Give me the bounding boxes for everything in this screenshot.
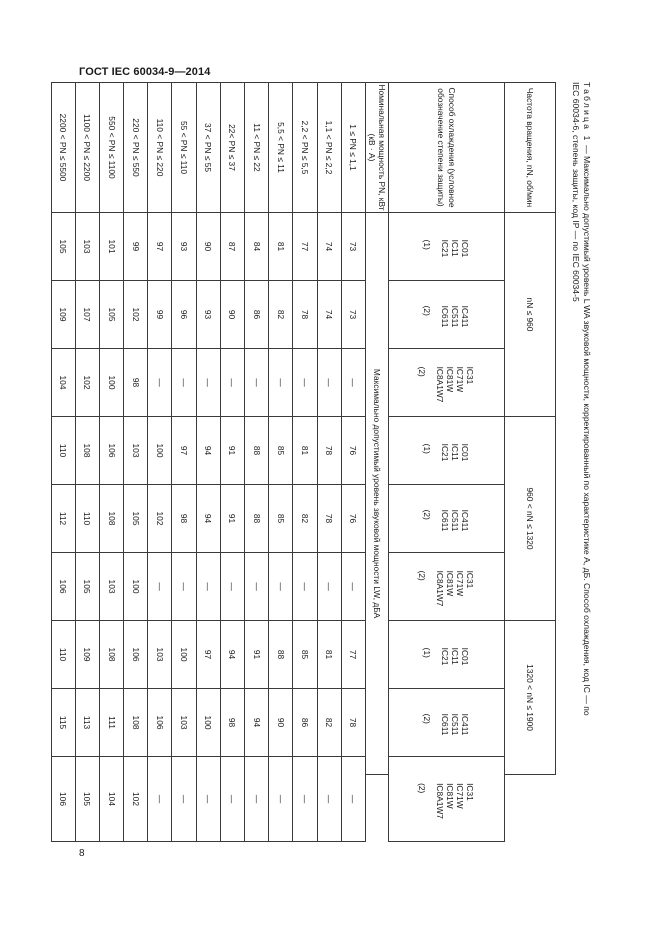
- noise-value: —: [269, 553, 293, 621]
- noise-value: 106: [51, 553, 75, 621]
- table-row: [245, 83, 269, 842]
- noise-value: 104: [99, 757, 123, 842]
- table-row: [172, 83, 196, 842]
- cooling-code: IC81W: [445, 570, 456, 597]
- noise-value: —: [172, 553, 196, 621]
- noise-value: 93: [196, 281, 220, 349]
- noise-value: —: [245, 553, 269, 621]
- cooling-header-cell: [389, 83, 505, 213]
- cooling-code: IC21: [440, 443, 451, 462]
- noise-value: 99: [148, 281, 172, 349]
- noise-value: —: [293, 349, 317, 417]
- power-header-cell: [366, 83, 389, 213]
- cooling-codes: [423, 506, 471, 532]
- noise-value: 100: [172, 621, 196, 689]
- cooling-code: IC71W: [455, 570, 466, 597]
- noise-value: 78: [341, 689, 365, 757]
- speed-group-1: nN ≤ 960: [505, 213, 556, 417]
- noise-value: 108: [99, 621, 123, 689]
- noise-value: 98: [124, 349, 148, 417]
- noise-value: 106: [51, 757, 75, 842]
- noise-value: 81: [317, 621, 341, 689]
- cooling-code: IC511: [450, 509, 461, 532]
- power-range: 5,5 < PN ≤ 11: [269, 83, 293, 213]
- noise-value: 96: [172, 281, 196, 349]
- cooling-codes: [418, 363, 476, 403]
- cooling-code: IC81W: [445, 783, 456, 809]
- noise-value: 105: [99, 281, 123, 349]
- cooling-code: IC11: [450, 647, 461, 665]
- cooling-code: IC8A1W7: [435, 783, 446, 819]
- cooling-cell: [389, 689, 505, 757]
- cooling-code: IC611: [440, 509, 451, 532]
- noise-value: 73: [341, 281, 365, 349]
- table-row: [269, 83, 293, 842]
- noise-value: 97: [148, 213, 172, 281]
- cooling-code: IC11: [450, 239, 461, 257]
- level-header: Максимально допустимый уровень звуковой мощности LW, дБА: [372, 368, 382, 619]
- noise-value: 102: [75, 349, 99, 417]
- noise-value: 103: [124, 417, 148, 485]
- noise-value: 78: [317, 485, 341, 553]
- table-row: [196, 83, 220, 842]
- noise-value: 91: [220, 485, 244, 553]
- noise-value: 74: [317, 213, 341, 281]
- cooling-code: IC511: [450, 305, 461, 328]
- noise-value: 85: [269, 417, 293, 485]
- cooling-note: (2): [422, 509, 433, 520]
- cooling-cell: [389, 621, 505, 689]
- noise-value: 97: [196, 621, 220, 689]
- noise-value: 76: [341, 417, 365, 485]
- cooling-note: (2): [422, 305, 433, 316]
- noise-value: —: [317, 349, 341, 417]
- noise-value: 104: [51, 349, 75, 417]
- noise-value: —: [341, 757, 365, 842]
- noise-value: 81: [269, 213, 293, 281]
- noise-value: 99: [124, 213, 148, 281]
- noise-value: 103: [148, 621, 172, 689]
- table-caption: [562, 82, 592, 842]
- level-header-cell: [366, 213, 389, 775]
- noise-level-table: [51, 82, 556, 842]
- power-range: 11 < PN ≤ 22: [245, 83, 269, 213]
- noise-value: 90: [269, 689, 293, 757]
- power-range: 110 < PN ≤ 220: [148, 83, 172, 213]
- cooling-codes: [423, 236, 471, 258]
- noise-value: 100: [148, 417, 172, 485]
- noise-value: —: [220, 349, 244, 417]
- noise-value: 102: [148, 485, 172, 553]
- noise-value: 113: [75, 689, 99, 757]
- table-row: [341, 83, 365, 842]
- noise-value: 108: [99, 485, 123, 553]
- cooling-note: (2): [417, 570, 428, 581]
- noise-value: 105: [51, 213, 75, 281]
- noise-value: —: [196, 757, 220, 842]
- cooling-code: IC31: [465, 366, 476, 385]
- noise-value: —: [148, 757, 172, 842]
- cooling-note: (1): [422, 239, 433, 250]
- noise-value: 88: [245, 417, 269, 485]
- noise-value: 105: [75, 757, 99, 842]
- cooling-codes: [418, 567, 476, 607]
- power-range: 22< PN ≤ 37: [220, 83, 244, 213]
- cooling-note: (1): [422, 647, 433, 658]
- cooling-code: IC01: [460, 443, 471, 462]
- cooling-code: IC01: [460, 647, 471, 666]
- noise-value: 94: [245, 689, 269, 757]
- power-range: 2200 < PN ≤ 5500: [51, 83, 75, 213]
- noise-value: —: [172, 757, 196, 842]
- table-row: [99, 83, 123, 842]
- cooling-cell: [389, 485, 505, 553]
- cooling-codes: [423, 440, 471, 462]
- rotated-table-block: [58, 82, 592, 842]
- noise-value: —: [341, 349, 365, 417]
- table-row: [75, 83, 99, 842]
- speed-header-cell: [505, 83, 556, 213]
- noise-value: 82: [317, 689, 341, 757]
- noise-value: 90: [196, 213, 220, 281]
- standard-title: ГОСТ IEC 60034-9—2014: [79, 66, 211, 78]
- noise-value: 109: [75, 621, 99, 689]
- table-row: [148, 83, 172, 842]
- noise-value: 110: [51, 621, 75, 689]
- noise-value: 82: [293, 485, 317, 553]
- power-range: 1 ≤ PN ≤ 1,1: [341, 83, 365, 213]
- noise-value: —: [245, 757, 269, 842]
- cooling-note: (1): [422, 443, 433, 454]
- noise-value: 88: [269, 621, 293, 689]
- power-header: Номинальная мощность PN, кВт (кВ · А): [367, 84, 387, 211]
- noise-value: 100: [99, 349, 123, 417]
- noise-value: 106: [99, 417, 123, 485]
- cooling-code: IC81W: [445, 366, 456, 393]
- noise-value: 85: [269, 485, 293, 553]
- speed-group-2: 960 < nN ≤ 1320: [505, 417, 556, 621]
- cooling-code: IC411: [460, 713, 471, 736]
- cooling-cell: [389, 417, 505, 485]
- cooling-code: IC21: [440, 647, 451, 666]
- noise-value: —: [196, 553, 220, 621]
- table-row: [220, 83, 244, 842]
- noise-value: 106: [148, 689, 172, 757]
- noise-value: 105: [124, 485, 148, 553]
- noise-value: 100: [124, 553, 148, 621]
- cooling-code: IC511: [450, 713, 461, 736]
- page-number: 8: [79, 848, 85, 859]
- cooling-code: IC71W: [455, 783, 466, 809]
- cooling-cell: [389, 281, 505, 349]
- noise-value: 102: [124, 757, 148, 842]
- power-range: 55 < PN ≤ 110: [172, 83, 196, 213]
- cooling-code: IC8A1W7: [435, 366, 446, 403]
- table-row: [293, 83, 317, 842]
- cooling-cell: [389, 553, 505, 621]
- cooling-code: IC411: [460, 509, 471, 532]
- power-range: 1100 < PN ≤ 2200: [75, 83, 99, 213]
- cooling-code: IC8A1W7: [435, 570, 446, 607]
- cooling-codes: [423, 302, 471, 328]
- cooling-code: IC11: [450, 443, 461, 461]
- noise-value: 103: [172, 689, 196, 757]
- power-range: 2,2 < PN ≤ 5,5: [293, 83, 317, 213]
- noise-value: 81: [293, 417, 317, 485]
- noise-value: 106: [124, 621, 148, 689]
- noise-value: 90: [220, 281, 244, 349]
- noise-value: 82: [269, 281, 293, 349]
- power-range: 37 < PN ≤ 55: [196, 83, 220, 213]
- caption-line2: IEC 60034-6, степень защиты, код IP — по IEC 60034-5: [571, 82, 582, 302]
- noise-value: 112: [51, 485, 75, 553]
- cooling-note: (2): [422, 713, 433, 724]
- noise-value: 110: [75, 485, 99, 553]
- noise-value: 77: [341, 621, 365, 689]
- cooling-codes: [423, 644, 471, 666]
- noise-value: —: [341, 553, 365, 621]
- noise-value: 88: [245, 485, 269, 553]
- noise-value: 94: [220, 621, 244, 689]
- noise-value: 101: [99, 213, 123, 281]
- cooling-cell: [389, 213, 505, 281]
- caption-label: Таблица 1: [582, 82, 592, 143]
- noise-value: —: [148, 553, 172, 621]
- noise-value: 93: [172, 213, 196, 281]
- noise-value: —: [172, 349, 196, 417]
- noise-value: 102: [124, 281, 148, 349]
- power-range: 220 < PN ≤ 550: [124, 83, 148, 213]
- cooling-code: IC611: [440, 713, 451, 736]
- cooling-cell: [389, 349, 505, 417]
- noise-value: 78: [293, 281, 317, 349]
- cooling-note: (2): [417, 366, 428, 377]
- noise-value: 98: [172, 485, 196, 553]
- speed-header: Частота вращения, nN, об/мин: [525, 87, 535, 208]
- cooling-code: IC71W: [455, 366, 466, 393]
- noise-value: 94: [196, 485, 220, 553]
- cooling-code: IC01: [460, 239, 471, 258]
- noise-value: 107: [75, 281, 99, 349]
- noise-value: 86: [245, 281, 269, 349]
- noise-value: 111: [99, 689, 123, 757]
- noise-value: 109: [51, 281, 75, 349]
- noise-value: 108: [124, 689, 148, 757]
- noise-value: 87: [220, 213, 244, 281]
- speed-group-3: 1320 < nN ≤ 1900: [505, 621, 556, 775]
- noise-value: 110: [51, 417, 75, 485]
- noise-value: 91: [220, 417, 244, 485]
- cooling-code: IC411: [460, 305, 471, 328]
- cooling-codes: [423, 710, 471, 736]
- noise-value: —: [245, 349, 269, 417]
- noise-value: 77: [293, 213, 317, 281]
- noise-value: —: [220, 553, 244, 621]
- table-row: [317, 83, 341, 842]
- noise-value: 103: [99, 553, 123, 621]
- noise-value: 105: [75, 553, 99, 621]
- noise-value: 86: [293, 689, 317, 757]
- cooling-cell: [389, 757, 505, 842]
- cooling-codes: [418, 779, 476, 819]
- noise-value: 97: [172, 417, 196, 485]
- cooling-code: IC611: [440, 305, 451, 328]
- power-range: 1,1 < PN ≤ 2,2: [317, 83, 341, 213]
- caption-line1: — Максимально допустимый уровень L WA звуковой мощности, корректированный по характеристике А, дБ. Способ охлаждения, код IC — по: [582, 145, 592, 716]
- table-row: [51, 83, 75, 842]
- noise-value: 100: [196, 689, 220, 757]
- noise-value: 98: [220, 689, 244, 757]
- noise-value: —: [196, 349, 220, 417]
- noise-value: 84: [245, 213, 269, 281]
- noise-value: 85: [293, 621, 317, 689]
- noise-value: 94: [196, 417, 220, 485]
- noise-value: —: [293, 553, 317, 621]
- noise-value: —: [269, 757, 293, 842]
- noise-value: —: [293, 757, 317, 842]
- noise-value: 115: [51, 689, 75, 757]
- noise-value: 103: [75, 213, 99, 281]
- noise-value: 73: [341, 213, 365, 281]
- cooling-code: IC31: [465, 783, 476, 801]
- cooling-header: Способ охлаждения (условное обозначение степени защиты): [436, 87, 458, 208]
- cooling-note: (2): [417, 783, 428, 794]
- noise-value: —: [269, 349, 293, 417]
- power-range: 550 < PN ≤ 1100: [99, 83, 123, 213]
- noise-value: 78: [317, 417, 341, 485]
- noise-value: 91: [245, 621, 269, 689]
- noise-value: —: [220, 757, 244, 842]
- noise-value: 76: [341, 485, 365, 553]
- noise-value: 108: [75, 417, 99, 485]
- cooling-code: IC21: [440, 239, 451, 258]
- noise-value: 74: [317, 281, 341, 349]
- noise-value: —: [317, 553, 341, 621]
- noise-value: —: [148, 349, 172, 417]
- cooling-code: IC31: [465, 570, 476, 589]
- table-row: [124, 83, 148, 842]
- noise-value: —: [317, 757, 341, 842]
